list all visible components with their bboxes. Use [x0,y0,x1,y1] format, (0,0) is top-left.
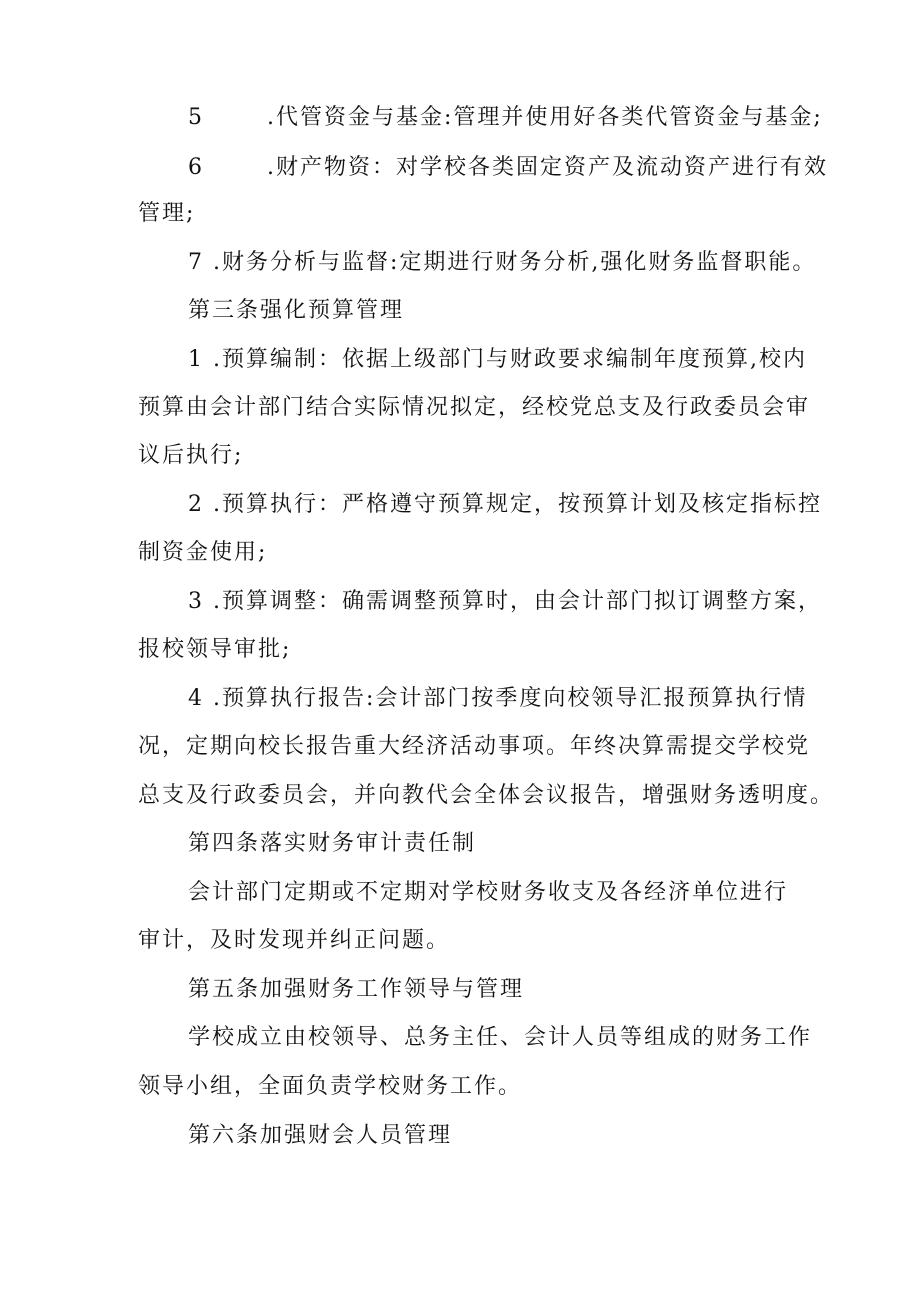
leadership-line-2: 领导小组，全面负责学校财务工作。 [138,1074,523,1099]
budget-3-line-1: 3 .预算调整：确需调整预算时，由会计部门拟订调整方案， [188,589,822,614]
article-5-heading: 第五条加强财务工作领导与管理 [188,977,525,1002]
item-5-line-1: 5 .代管资金与基金:管理并使用好各类代管资金与基金; [188,105,823,130]
budget-1-line-3: 议后执行; [138,443,244,468]
budget-2-line-2: 制资金使用; [138,540,268,565]
budget-1-line-1: 1 .预算编制：依据上级部门与财政要求编制年度预算,校内 [188,347,807,372]
budget-4-line-1: 4 .预算执行报告:会计部门按季度向校领导汇报预算执行情 [188,686,808,711]
leadership-line-1: 学校成立由校领导、总务主任、会计人员等组成的财务工作 [188,1025,813,1050]
budget-3-line-2: 报校领导审批; [138,637,292,662]
budget-4-line-3: 总支及行政委员会，并向教代会全体会议报告，增强财务透明度。 [138,783,835,808]
budget-2-line-1: 2 .预算执行：严格遵守预算规定，按预算计划及核定指标控 [188,492,822,517]
article-4-heading: 第四条落实财务审计责任制 [188,831,477,856]
item-7-line-1: 7 .财务分析与监督:定期进行财务分析,强化财务监督职能。 [188,250,817,275]
article-3-heading: 第三条强化预算管理 [188,298,405,323]
budget-4-line-2: 况，定期向校长报告重大经济活动事项。年终决算需提交学校党 [138,734,811,759]
audit-line-1: 会计部门定期或不定期对学校财务收支及各经济单位进行 [188,880,789,905]
item-6-line-1: 6 .财产物资：对学校各类固定资产及流动资产进行有效 [188,155,828,180]
audit-line-2: 审计，及时发现并纠正问题。 [138,928,451,953]
budget-1-line-2: 预算由会计部门结合实际情况拟定，经校党总支及行政委员会审 [138,395,811,420]
article-6-heading: 第六条加强财会人员管理 [188,1123,453,1148]
item-6-line-2: 管理; [138,201,196,226]
